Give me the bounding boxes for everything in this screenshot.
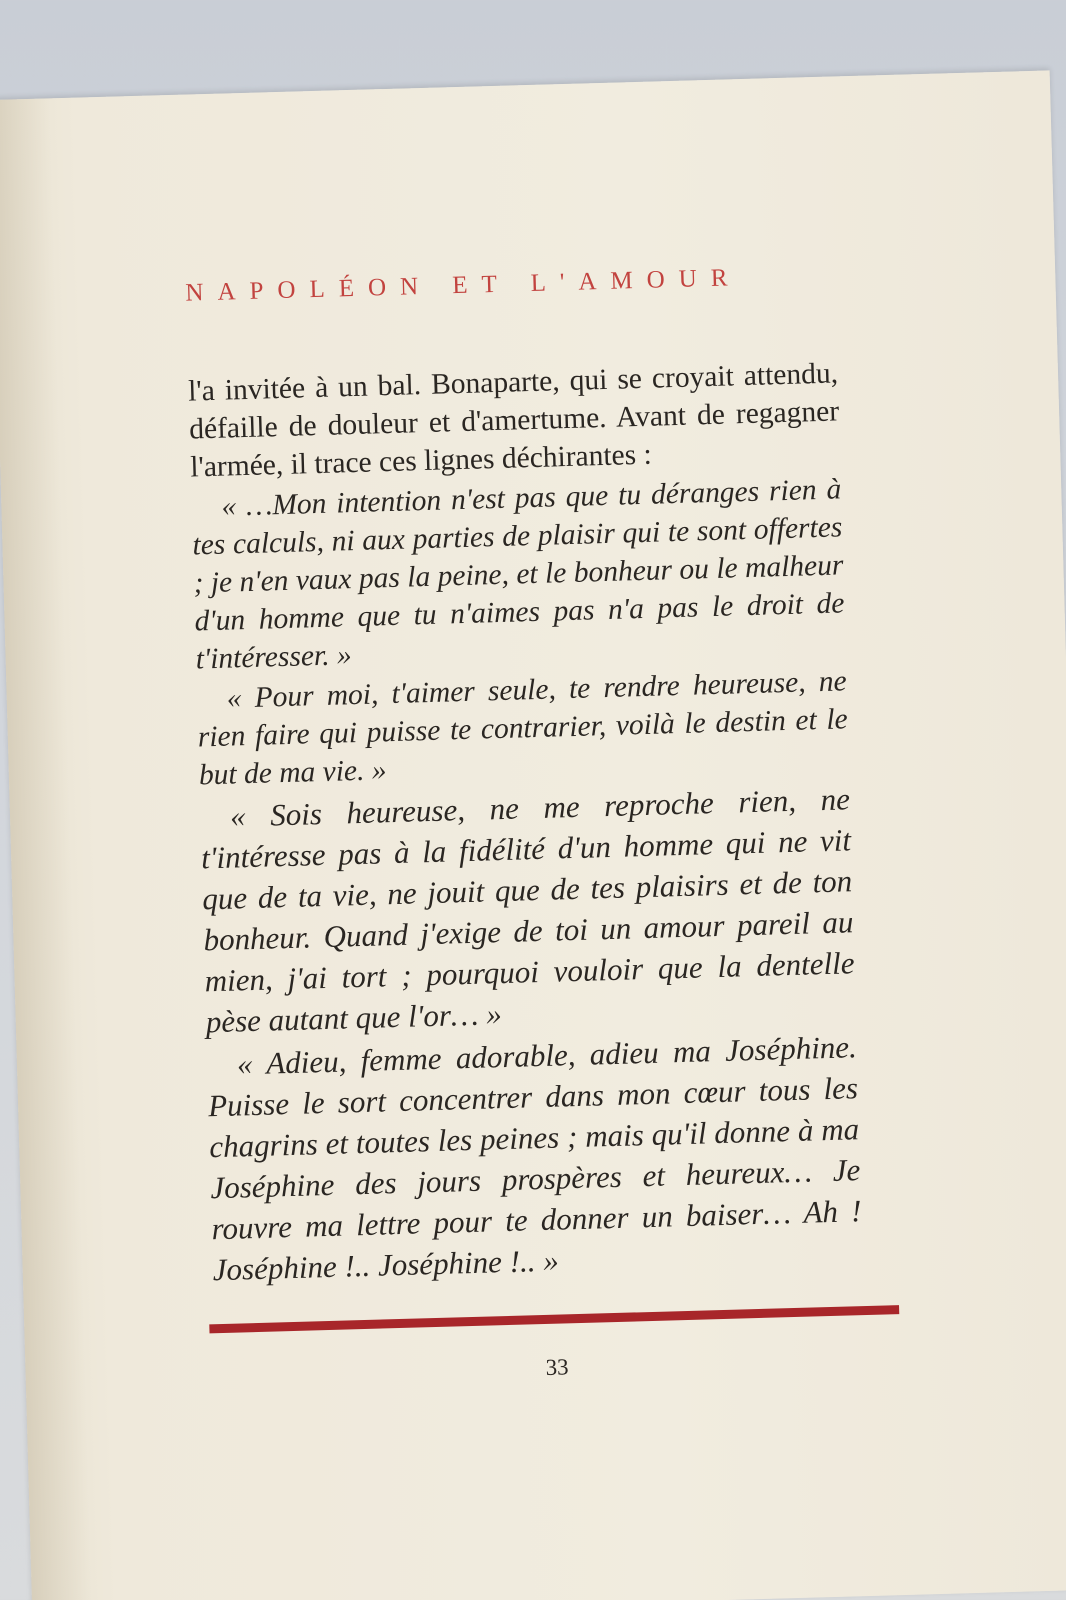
quote-paragraph-4: « Adieu, femme adorable, adieu ma Joséphine. Puisse le sort concentrer dans mon cœur tous les chagrins et toutes les peines ; mais qu'il donne à ma Joséphine des jours prospères et heureux… Je rouvre ma lettre pour te donner un baiser… Ah ! Joséphine !.. Joséphine !.. »	[207, 1029, 862, 1288]
page-gutter-shadow	[0, 98, 92, 1600]
book-page	[0, 70, 1066, 1600]
page-number: 33	[545, 1354, 569, 1380]
page-content	[185, 261, 863, 1290]
quote-paragraph-2: « Pour moi, t'aimer seule, te rendre heureuse, ne rien faire qui puisse te contrarier, voilà le destin et le but de ma vie. »	[197, 665, 849, 792]
running-head: NAPOLÉON ET L'AMOUR	[185, 264, 742, 307]
quote-paragraph-1: « …Mon intention n'est pas que tu déranges rien à tes calculs, ni aux parties de plaisir qui te sont offertes ; je n'en vaux pas la peine, et le bonheur ou le malheur d'un homme que tu n'aimes pas n'a pas le droit de t'intéresser. »	[192, 473, 845, 676]
quote-paragraph-3: « Sois heureuse, ne me reproche rien, ne t'intéresse pas à la fidélité d'un homme qui ne vit que de ta vie, ne jouit que de tes plaisirs et de ton bonheur. Quand j'exige de toi un amour pareil au mien, j'ai tort ; pourquoi vouloir que la dentelle pèse autant que l'or… »	[200, 781, 855, 1040]
footer-red-rule	[209, 1305, 899, 1333]
intro-paragraph: l'a invitée à un bal. Bonaparte, qui se croyait attendu, défaille de douleur et d'amertume. Avant de regagner l'armée, il trace ces lignes déchirantes :	[187, 357, 840, 484]
